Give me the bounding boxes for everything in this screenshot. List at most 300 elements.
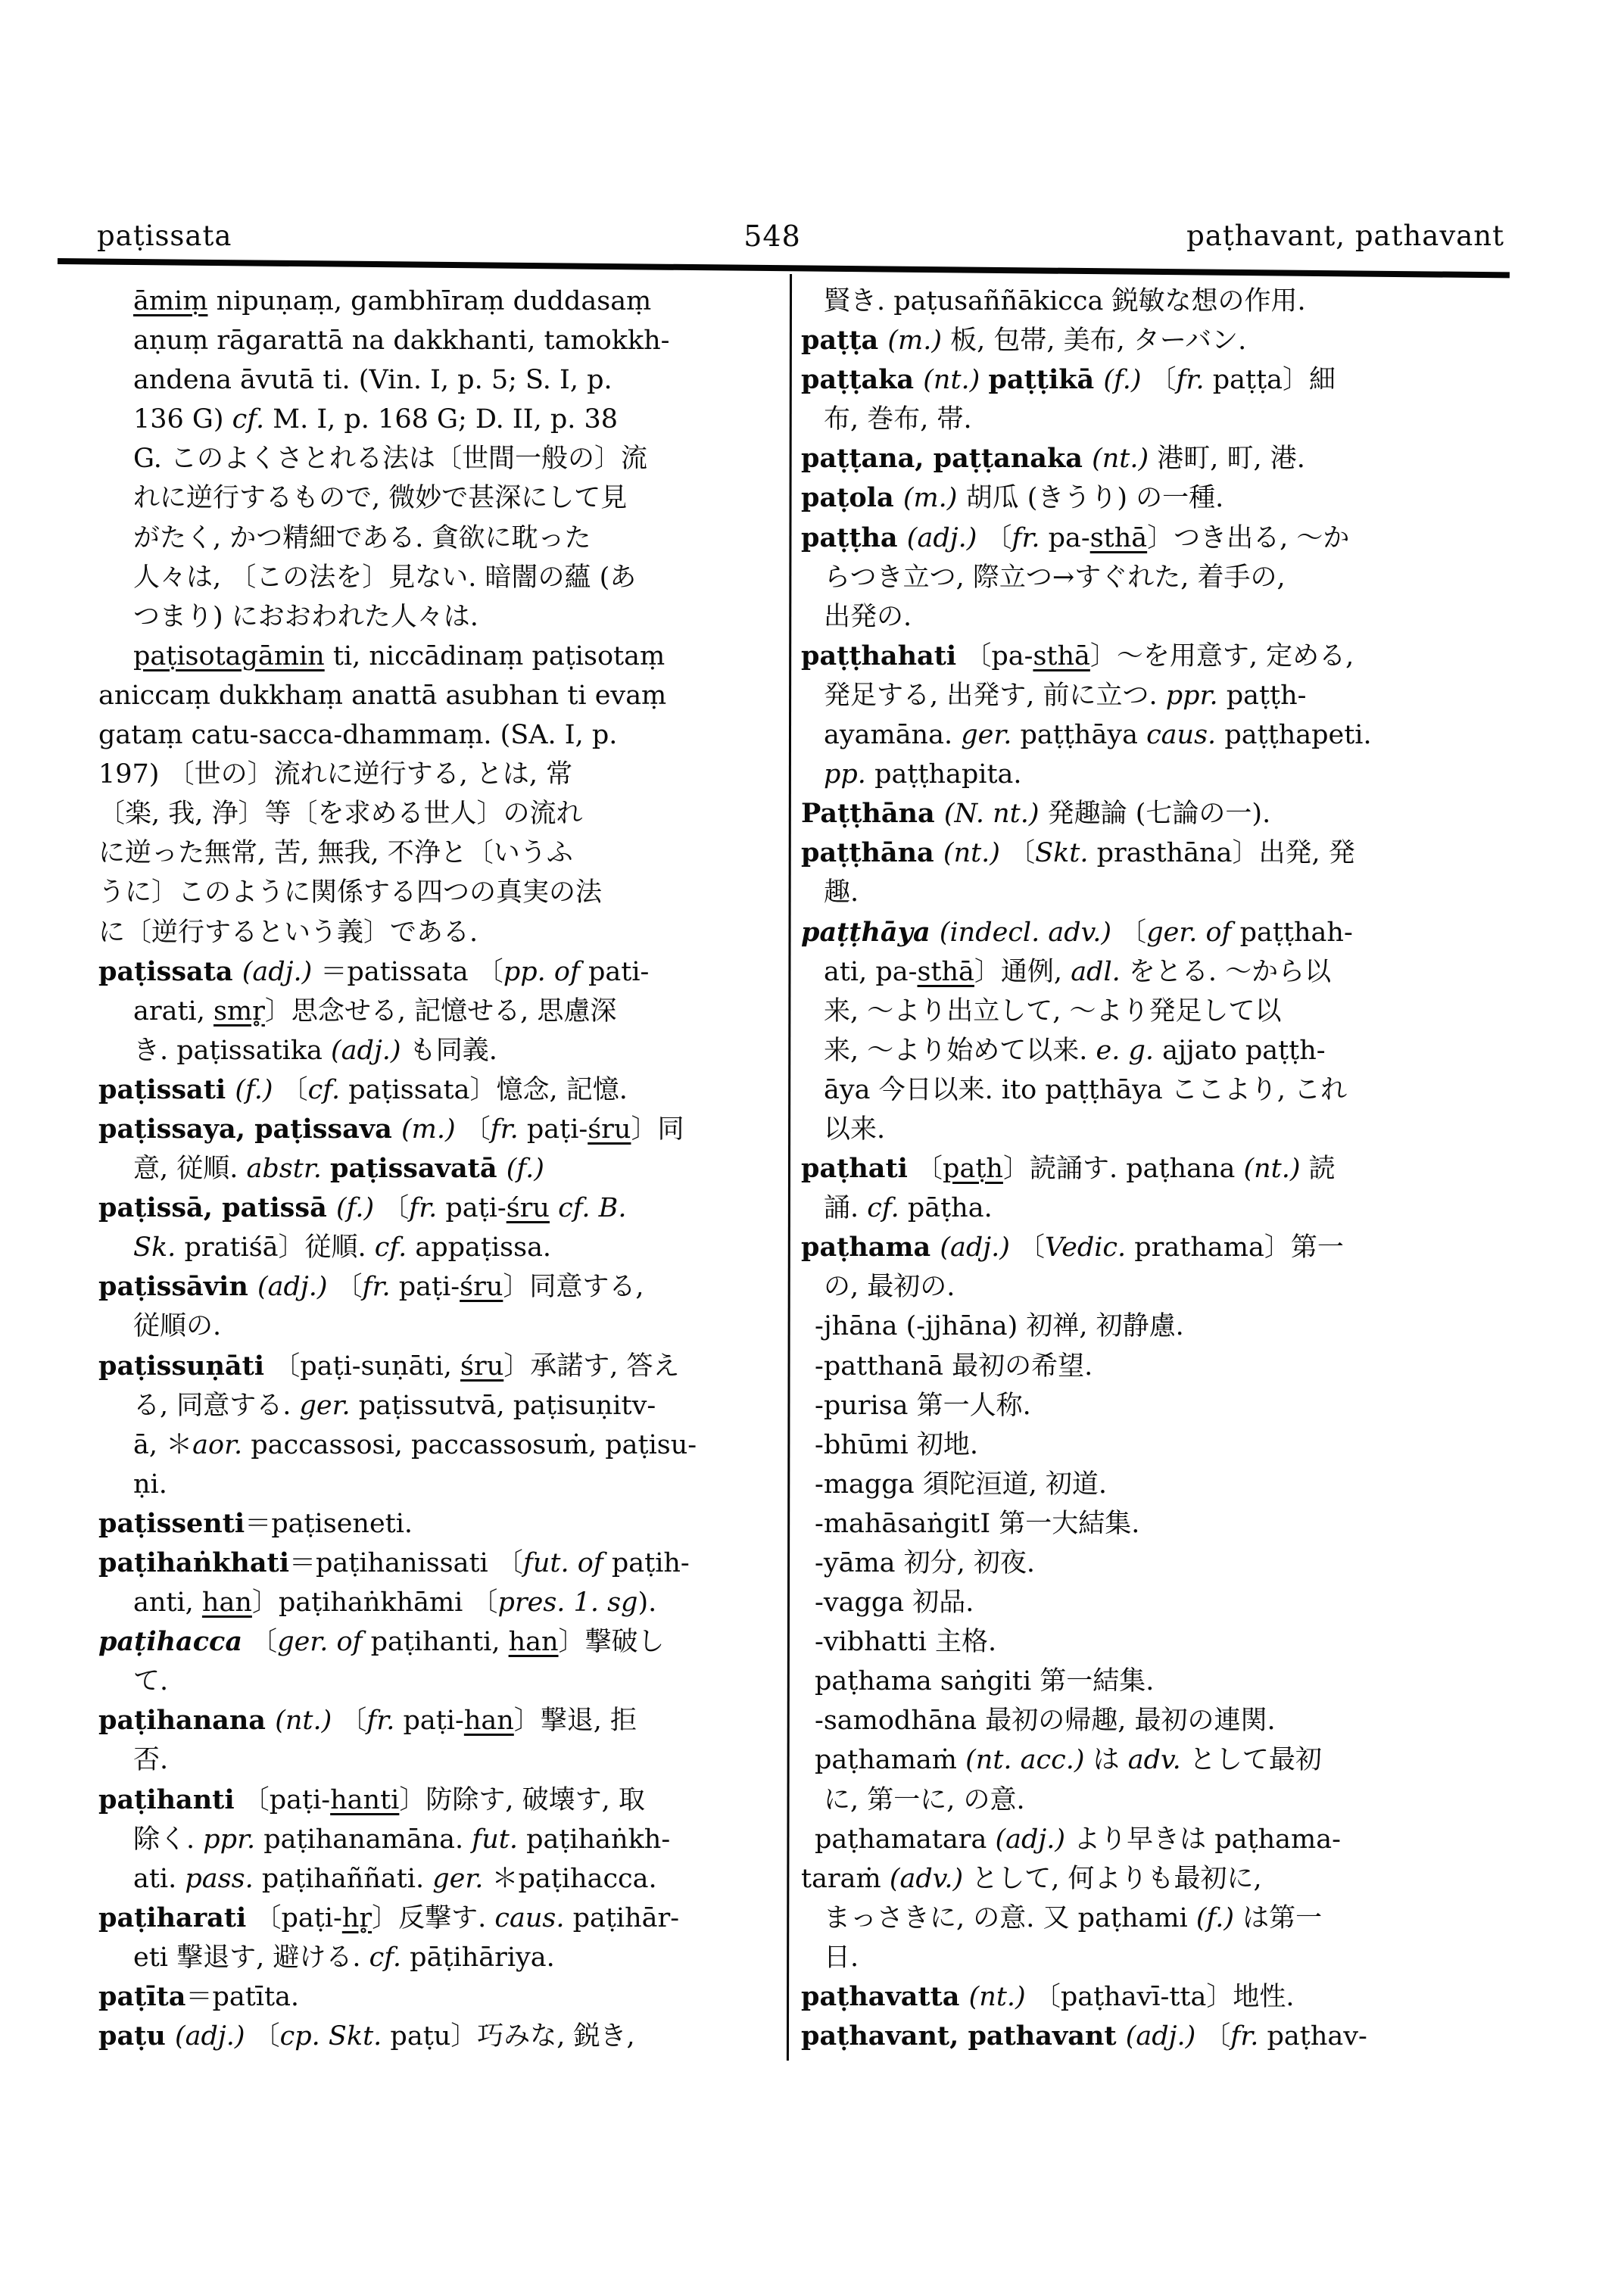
text-segment: paṭihanti, [362,1627,509,1658]
text-segment: (f.) [335,1193,375,1224]
text-segment: fr. [490,1114,519,1145]
header-headword-right: paṭhavant, pathavant [1186,220,1504,252]
text-segment: ppr. [1165,680,1218,711]
text-segment: として, 何よりも最初に, [963,1863,1262,1894]
text-segment: も同義. [401,1035,497,1066]
text-segment: 日. [824,1942,859,1973]
dict-line [801,558,1520,597]
text-segment: ayamāna. [824,720,962,751]
text-segment: 〔 [273,1074,308,1105]
text-segment: ＊paṭihacca. [483,1863,657,1894]
text-segment: Sk. [133,1232,176,1263]
text-segment: Vedic. [1045,1232,1127,1263]
text-segment: śru [460,1272,503,1303]
dict-line [801,992,1520,1031]
dict-line [801,1307,1520,1346]
text-segment: eti 撃退す, 避ける. [133,1942,369,1973]
dict-line [98,519,789,558]
text-segment: paṭṭhāya [801,916,940,948]
text-segment: は [1084,1745,1128,1776]
text-segment: paṭu〕巧みな, 鋭き, [382,2021,635,2052]
dict-line [801,439,1520,478]
text-segment: paṭissuṇāti [98,1350,274,1382]
dict-line [801,1701,1520,1740]
text-segment: 〕撃退, 拒 [513,1706,637,1737]
text-segment: 〔 [327,1272,363,1303]
text-segment: hanti [330,1784,400,1815]
dict-line [98,1070,789,1110]
text-segment: śru [460,1351,504,1382]
text-segment: caus. [1146,720,1217,751]
dict-line [801,1859,1520,1899]
text-segment: 〔paṭi- [246,1902,342,1933]
text-segment: ger. of [1146,917,1232,948]
text-segment [322,1154,330,1184]
text-segment: (N. nt.) [943,799,1040,830]
text-segment: (m.) [902,483,958,514]
dict-line [98,282,789,321]
page-number: 548 [743,220,801,253]
text-segment: Skt. [1035,838,1089,869]
text-segment: 否. [133,1745,169,1776]
text-segment: -bhūmi 初地. [815,1429,978,1460]
text-segment: (m.) [887,326,942,357]
text-segment: e. g. [1096,1035,1155,1066]
text-segment: paṭissutvā, paṭisuṇitv- [350,1390,656,1421]
text-segment: 〔 [332,1706,367,1737]
text-segment: paṭihaññati. [253,1863,433,1894]
text-segment: ). [637,1587,657,1618]
text-segment: paṭihanamāna. [255,1824,472,1855]
text-segment: 〔paṭi- [234,1784,331,1815]
text-segment: 布, 巻布, 帯. [824,404,972,435]
text-segment: paṭihanti [98,1784,235,1815]
text-segment: paṭṭhāya [1011,720,1147,751]
dict-line [98,1622,789,1662]
text-segment: 〕同 [631,1114,684,1145]
text-segment: paṭṭhahati [801,640,957,671]
dict-line [98,715,789,755]
text-segment: て. [133,1666,169,1697]
text-segment: han [201,1587,252,1618]
dict-line [801,1347,1520,1386]
text-segment: prathama〕第一 [1126,1232,1344,1263]
text-segment: 意, 従順. [133,1154,247,1185]
dict-line [98,478,789,518]
dict-line [801,400,1520,439]
dict-line [98,1189,789,1228]
dict-line [801,1820,1520,1859]
dict-line [98,1149,789,1189]
text-segment: は第一 [1234,1902,1323,1933]
text-segment: pāṭihāriya. [401,1942,555,1973]
text-segment: paṭihār- [564,1902,680,1933]
text-segment: ger. [299,1390,351,1421]
text-segment: 〕通例, [974,956,1071,987]
text-segment: nipuṇaṃ, gambhīraṃ duddasaṃ [207,286,652,316]
text-segment: 〕承諾す, 答え [503,1351,680,1382]
text-segment: gataṃ catu-sacca-dhammaṃ. (SA. I, p. [98,720,618,751]
dict-line [98,952,789,992]
text-segment: 〔paṭhavī-tta〕地性. [1025,1982,1295,2013]
text-segment: paṭhavant, pathavant [801,2020,1126,2052]
text-segment: 来, ～より始めて以来. [824,1035,1096,1066]
text-segment: G. このよくさとれる法は〔世間一般の〕流 [133,444,647,475]
dict-line [98,1267,789,1307]
dict-line [98,1977,789,2017]
text-segment: 〕つき出る, ～か [1147,522,1350,553]
text-segment: paṭissāvin [98,1271,257,1303]
text-segment: 以来. [824,1114,886,1145]
dict-line [801,1425,1520,1465]
text-segment: れに逆行するもので, 微妙で甚深にして見 [133,483,628,514]
text-segment: fut. of [522,1548,603,1578]
dict-line [98,1740,789,1780]
dict-line [801,637,1520,676]
dict-line [801,1031,1520,1070]
dict-line [98,1859,789,1899]
text-segment: 〕防除す, 破壊す, 取 [399,1784,645,1815]
text-segment: 出発の. [824,601,912,632]
dict-line [801,952,1520,992]
text-segment: paṭṭhāna [801,837,943,869]
text-segment: pati- [579,956,650,987]
dict-line [98,1425,789,1465]
text-segment: (adj.) [940,1232,1010,1263]
text-segment: (f.) [1103,365,1142,396]
text-segment: appaṭissa. [407,1232,552,1263]
dict-line [801,1977,1520,2017]
text-segment: 〔 [999,838,1036,869]
text-segment: をとる. ～から以 [1120,956,1332,987]
text-segment: paṭṭh- [1217,680,1307,711]
text-segment: 賢き. paṭusaññākicca 鋭敏な想の作用. [824,286,1306,316]
text-segment: cf. [307,1074,341,1105]
text-segment: (adj.) [995,1824,1066,1855]
dict-line [98,1504,789,1544]
text-segment: 〔pa- [956,640,1033,671]
text-segment: (adv.) [889,1863,964,1894]
text-segment: 〕反撃す. [372,1902,495,1933]
text-segment: paṭihaṅkhati [98,1547,290,1578]
dict-line [801,597,1520,637]
dict-line [98,558,789,597]
dict-line [801,1899,1520,1938]
text-segment: paṭhamaṁ [815,1745,966,1776]
text-segment: 発足する, 出発す, 前に立つ. [824,680,1166,711]
text-segment: うに〕このように関係する四つの真実の法 [98,877,603,908]
text-segment: (m.) [401,1114,456,1145]
text-segment: 港町, 町, 港. [1149,444,1305,475]
text-segment: caus. [494,1902,565,1933]
text-segment: paṭi- [394,1706,464,1737]
text-segment: paṭihaṅkh- [517,1824,671,1855]
text-segment: cf. [232,404,265,435]
text-segment: prasthāna〕出発, 発 [1088,838,1355,869]
text-segment: (adj.) [174,2021,245,2052]
text-segment: (f.) [235,1074,273,1105]
dict-line [98,637,789,676]
text-segment: paṭṭana, paṭṭanaka [801,443,1093,475]
text-segment: paṭhati [801,1153,908,1185]
dict-line [98,1701,789,1740]
text-segment: sthā [1089,522,1148,553]
text-segment: ＝paṭiseneti. [245,1508,413,1539]
text-segment: han [508,1627,559,1658]
dict-line [98,1228,789,1267]
text-segment: に〔逆行するという義〕である. [98,917,478,948]
text-segment: 趣. [824,877,859,908]
right-column [801,282,1520,2056]
text-segment: sthā [917,956,974,987]
text-segment: śru [588,1114,631,1145]
text-segment: han [463,1706,514,1737]
dict-line [98,1386,789,1425]
text-segment: śru [506,1193,550,1224]
dict-line [801,2017,1520,2056]
dict-line [98,992,789,1031]
text-segment: fr. [1230,2021,1259,2052]
text-segment: 〔 [977,522,1012,553]
text-segment: 〔 [1009,1232,1046,1263]
text-segment: (nt.) [943,838,1000,869]
text-segment: 〔 [1195,2021,1231,2052]
text-segment: paṭhama saṅgiti 第一結集. [815,1666,1155,1697]
text-segment: cp. Skt. [279,2021,382,2052]
text-segment: (nt.) [1092,444,1149,475]
text-segment: paṭhav- [1258,2021,1367,2052]
dict-line [801,715,1520,755]
dict-line [801,873,1520,912]
text-segment: M. I, p. 168 G; D. II, p. 38 [264,404,619,435]
dict-line [98,321,789,360]
text-segment: paṭisotagāmin [133,640,325,671]
text-segment: ṇi. [133,1469,167,1500]
dict-line [801,755,1520,794]
dict-line [801,1070,1520,1110]
dict-line [98,794,789,833]
dict-line [98,1307,789,1346]
dict-line [801,1504,1520,1544]
text-segment: paṭih- [603,1548,690,1578]
text-segment: (nt.) [923,365,980,396]
text-segment: 〔 [1111,917,1147,948]
text-segment: paṭṭhah- [1231,917,1353,948]
text-segment: smr̥ [213,995,265,1027]
text-segment: ppr. [203,1824,256,1855]
text-segment: paṭissata [98,955,242,987]
text-segment: に逆った無常, 苦, 無我, 不浄と〔いうふ [98,838,573,869]
text-segment: 〕思念せる, 記憶せる, 思慮深 [264,995,617,1027]
text-segment: ajjato paṭṭh- [1154,1035,1326,1066]
text-segment: まっさきに, の意. 又 paṭhami [824,1902,1196,1933]
text-segment: -jhāna (-jjhāna) 初禅, 初静慮. [815,1311,1184,1342]
text-segment: (adj.) [906,522,977,553]
text-segment: cf. [867,1193,899,1224]
text-segment: aṇuṃ rāgarattā na dakkhanti, tamokkh- [133,326,670,357]
dict-line [98,676,789,715]
text-segment: paṭṭa〕細 [1204,365,1336,396]
text-segment: pāṭha. [899,1193,993,1224]
dict-line [801,1386,1520,1425]
text-segment: cf. B. [558,1193,627,1224]
text-segment: 〔 [1141,365,1177,396]
text-segment: arati, [133,995,214,1027]
left-column [98,282,789,2056]
text-segment: より早きは paṭhama- [1065,1824,1341,1855]
text-segment: (f.) [1195,1902,1235,1933]
text-segment: 〔paṭi-suṇāti, [273,1351,461,1382]
dict-line [801,676,1520,715]
text-segment: pa- [1040,522,1090,553]
dict-line [98,1544,789,1583]
text-segment: paṭissenti [98,1507,245,1539]
text-segment: paṭhama [801,1232,940,1263]
text-segment: cf. [374,1232,407,1263]
text-segment: fr. [409,1193,438,1224]
text-segment: paṭissavatā [329,1153,507,1185]
text-segment: 〔 [374,1193,410,1224]
text-segment: paṭissata〕憶念, 記憶. [340,1074,628,1105]
text-segment: ＝paṭihanissati 〔 [289,1548,523,1578]
text-segment: 発趣論 (七論の一). [1039,799,1271,830]
dict-line [98,597,789,637]
text-segment: 〕読誦す. paṭhana [1002,1154,1244,1185]
text-segment: (f.) [506,1154,544,1185]
text-segment: āya 今日以来. ito paṭṭhāya ここより, これ [824,1074,1348,1105]
dict-line [801,1781,1520,1820]
dict-line [98,439,789,478]
text-segment: (indecl. adv.) [939,917,1112,948]
text-segment: fr. [1011,522,1040,553]
text-segment: paṭihacca [98,1626,243,1658]
text-segment: (nt.) [275,1706,332,1737]
dict-line [801,478,1520,518]
dict-line [801,913,1520,952]
dict-line [801,1740,1520,1780]
text-segment: -purisa 第一人称. [815,1390,1031,1421]
text-segment: paṭhavatta [801,1981,969,2013]
text-segment: paṭihanana [98,1705,276,1737]
text-segment: āmiṃ [133,286,208,316]
text-segment: 誦. [824,1193,868,1224]
text-segment: adv. [1127,1745,1181,1776]
text-segment: 除く. [133,1824,204,1855]
text-segment: hr̥ [341,1902,372,1933]
text-segment: 〔 [907,1154,943,1185]
text-segment: paṭīta [98,1981,186,2013]
text-segment: 〕～を用意す, 定める, [1089,640,1354,671]
text-segment: paṭi- [390,1272,460,1303]
text-segment: pp. [824,759,866,790]
text-segment: らつき立つ, 際立つ→すぐれた, 着手の, [824,562,1286,593]
text-segment: ＝patīta. [185,1982,300,2013]
text-segment: fr. [1176,365,1205,396]
dict-line [801,1149,1520,1189]
text-segment: aniccaṃ dukkhaṃ anattā asubhan ti evaṃ [98,680,667,711]
dict-line [801,519,1520,558]
dict-line [98,1820,789,1859]
text-segment: pp. of [503,956,580,987]
text-segment: (adj.) [242,956,313,987]
dict-line [801,1662,1520,1701]
text-segment: taraṁ [801,1863,890,1894]
text-segment: (nt.) [1243,1154,1301,1185]
text-segment: る, 同意する. [133,1390,300,1421]
dict-line [98,755,789,794]
text-segment: sthā [1033,640,1090,671]
dict-line [98,1662,789,1701]
dict-line [98,1899,789,1938]
text-segment: ati, pa- [824,956,918,987]
dict-line [801,833,1520,873]
dict-line [801,1228,1520,1267]
dict-line [98,400,789,439]
text-segment: ati. [133,1863,185,1894]
text-segment: 〔 [245,2021,280,2052]
dict-line [801,1110,1520,1149]
text-segment: pass. [185,1863,254,1894]
dict-line [98,1938,789,1977]
dict-line [801,1622,1520,1662]
text-segment: paṭṭa [801,325,888,357]
text-segment: ＝patissata 〔 [312,956,503,987]
text-segment: 胡瓜 (きうり) の一種. [957,483,1224,514]
dict-line [801,360,1520,400]
text-segment [550,1193,558,1223]
dict-line [98,360,789,400]
text-segment [980,365,988,395]
text-segment: cf. [369,1942,402,1973]
text-segment: 〔 [242,1627,278,1658]
text-segment: 136 G) [133,404,232,435]
dict-line [98,1110,789,1149]
text-segment: paccassosi, paccassosuṁ, paṭisu- [242,1429,697,1460]
text-segment: 197) 〔世の〕流れに逆行する, とは, 常 [98,759,573,790]
text-segment: 〕同意する, [503,1272,644,1303]
dict-line [98,1465,789,1504]
text-segment: 〔 [455,1114,491,1145]
text-segment: anti, [133,1587,202,1618]
dict-line [98,1347,789,1386]
text-segment: paṭola [801,482,903,514]
text-segment: 〕撃破し [558,1627,665,1658]
text-segment: paṭissaya, paṭissava [98,1113,401,1145]
text-segment: fr. [362,1272,391,1303]
text-segment: -magga 須陀洹道, 初道. [815,1469,1108,1500]
text-segment: ger. [432,1863,484,1894]
text-segment: 読 [1300,1154,1336,1185]
text-segment: pres. 1. sg [497,1587,638,1618]
dict-line [98,913,789,952]
text-segment: (nt. acc.) [965,1745,1085,1776]
header-headword-left: paṭissata [97,220,232,252]
dict-line [98,1031,789,1070]
text-segment: の, 最初の. [824,1272,955,1303]
dict-line [801,1544,1520,1583]
text-segment: andena āvutā ti. (Vin. I, p. 5; S. I, p. [133,365,613,396]
text-segment: 〔楽, 我, 浄〕等〔を求める世人〕の流れ [98,799,583,830]
text-segment: -patthanā 最初の希望. [815,1351,1093,1382]
text-segment: つまり) におおわれた人々は. [133,601,478,632]
text-segment: 〕paṭihaṅkhāmi 〔 [251,1587,498,1618]
text-segment: がたく, かつ精細である. 貪欲に耽った [133,522,591,553]
text-segment: 来, ～より出立して, ～より発足して以 [824,995,1282,1027]
text-segment: paṭṭhapita. [865,759,1022,790]
text-segment: fut. [472,1824,518,1855]
text-segment: abstr. [246,1154,322,1185]
dict-line [801,321,1520,360]
